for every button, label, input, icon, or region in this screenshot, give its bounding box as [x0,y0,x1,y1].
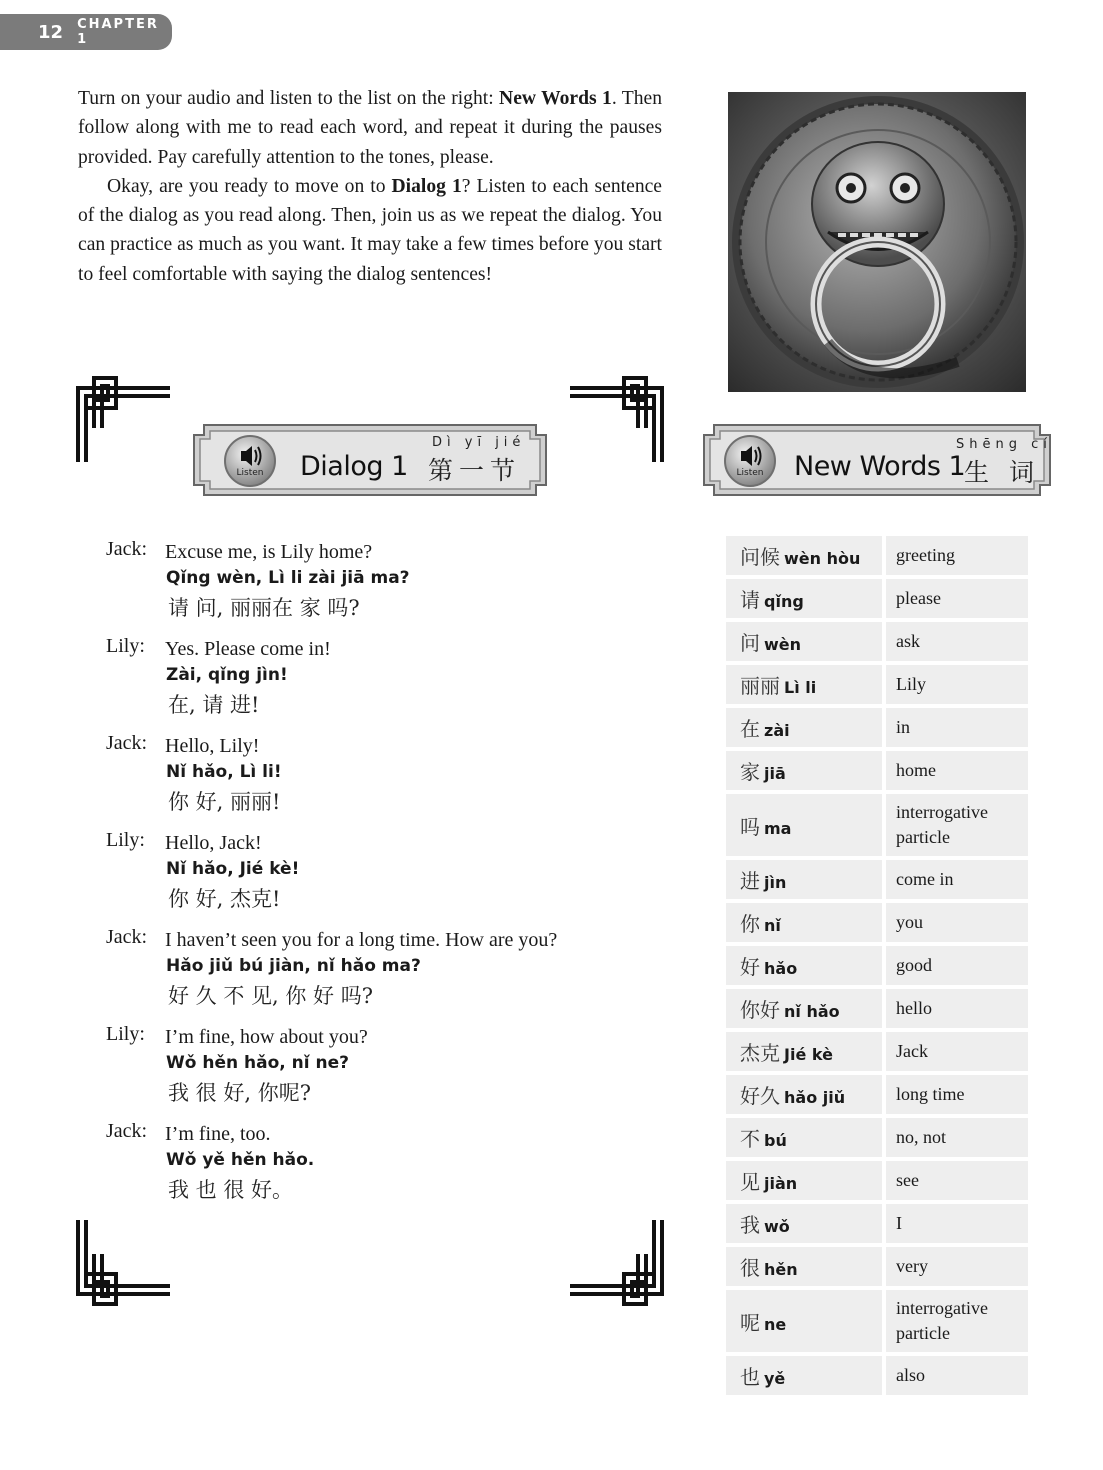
english-line: Hello, Lily! [165,735,260,757]
new-words-banner [702,423,1052,497]
dialog-turn [106,732,666,820]
door-knocker-photo [728,92,1026,392]
vocab-word: 问候 wèn hòu [726,536,886,575]
pinyin-line: Wǒ hěn hǎo, nǐ ne? [166,1053,349,1073]
listen-label: Listen [736,468,764,478]
english-line: Yes. Please come in! [165,638,331,660]
hanzi-line: 我 也 很 好。 [168,1178,294,1202]
vocab-row [726,536,1028,575]
vocab-meaning: interrogative particle [886,1290,1028,1352]
dialog-turn [106,538,666,626]
vocab-meaning: Jack [886,1032,1028,1071]
vocab-row [726,579,1028,618]
vocabulary-table [726,532,1028,1399]
vocab-meaning: in [886,708,1028,747]
new-words-listen-button[interactable] [724,435,776,487]
speaker-name: Jack: [106,538,148,560]
vocab-row [726,1032,1028,1071]
intro-text [78,84,662,289]
dialog-turn [106,829,666,917]
vocab-row [726,1118,1028,1157]
english-line: I’m fine, too. [165,1123,271,1145]
pinyin-line: Zài, qǐng jìn! [166,665,288,685]
vocab-word: 也 yě [726,1356,886,1395]
hanzi-line: 你 好, 丽丽! [168,790,281,814]
hanzi-line: 在, 请 进! [168,693,260,717]
new-words-title-pinyin: Shēng cí [956,437,1052,452]
chapter-label: CHAPTER 1 [77,17,159,47]
vocab-meaning: I [886,1204,1028,1243]
vocab-word: 很 hěn [726,1247,886,1286]
vocab-word: 不 bú [726,1118,886,1157]
english-line: I haven’t seen you for a long time. How are you? [165,929,558,951]
intro-paragraph-2: Okay, are you ready to move on to Dialog 1? Listen to each sentence of the dialog as you read along. Then, join us as we repeat the dialog. You can practice as much as you want. It may take a few times before you start to feel comfortable with saying the dialog sentences! [78,175,663,285]
corner-ornament-bottom-left [76,1218,172,1314]
chapter-tab [0,14,172,50]
hanzi-line: 好 久 不 见, 你 好 吗? [168,984,373,1008]
vocab-word: 你好 nǐ hǎo [726,989,886,1028]
vocab-word: 问 wèn [726,622,886,661]
vocab-meaning: long time [886,1075,1028,1114]
vocab-meaning: home [886,751,1028,790]
hanzi-line: 你 好, 杰克! [168,887,281,911]
dialog-title: Dialog 1 [300,451,408,482]
listen-label: Listen [236,468,264,478]
vocab-word: 杰克 Jié kè [726,1032,886,1071]
vocab-meaning: come in [886,860,1028,899]
dialog-title-hanzi: 第一节 [428,456,522,485]
vocab-row [726,1247,1028,1286]
vocab-row [726,903,1028,942]
vocab-meaning: greeting [886,536,1028,575]
dialog-turn [106,926,666,1014]
vocab-word: 好 hǎo [726,946,886,985]
vocab-meaning: interrogative particle [886,794,1028,856]
speaker-name: Jack: [106,926,148,948]
vocab-word: 进 jìn [726,860,886,899]
pinyin-line: Wǒ yě hěn hǎo. [166,1150,315,1170]
speaker-name: Lily: [106,1023,145,1045]
dialog-turn [106,1023,666,1111]
pinyin-line: Hǎo jiǔ bú jiàn, nǐ hǎo ma? [166,956,421,976]
speaker-name: Jack: [106,732,148,754]
vocab-row [726,1075,1028,1114]
vocab-row [726,1161,1028,1200]
vocab-meaning: please [886,579,1028,618]
vocab-row [726,1356,1028,1395]
new-words-title: New Words 1 [794,451,966,482]
corner-ornament-top-right [568,368,664,464]
vocab-row [726,946,1028,985]
page-number: 12 [38,21,64,43]
new-words-title-hanzi: 生 词 [964,458,1040,487]
corner-ornament-top-left [76,368,172,464]
vocab-meaning: see [886,1161,1028,1200]
vocab-word: 吗 ma [726,794,886,856]
hanzi-line: 我 很 好, 你呢? [168,1081,311,1105]
vocab-meaning: good [886,946,1028,985]
vocab-row [726,708,1028,747]
speaker-name: Lily: [106,635,145,657]
english-line: I’m fine, how about you? [165,1026,368,1048]
vocab-row [726,1290,1028,1352]
vocab-meaning: very [886,1247,1028,1286]
hanzi-line: 请 问, 丽丽在 家 吗? [168,596,360,620]
pinyin-line: Qǐng wèn, Lì li zài jiā ma? [166,568,410,588]
vocab-meaning: Lily [886,665,1028,704]
vocab-row [726,860,1028,899]
corner-ornament-bottom-right [568,1218,664,1314]
speaker-name: Jack: [106,1120,148,1142]
intro-paragraph-1: Turn on your audio and listen to the list on the right: New Words 1. Then follow along with me to read each word, and repeat it during the pauses provided. Pay carefully attention to the tones, please. [78,88,663,168]
vocab-meaning: ask [886,622,1028,661]
vocab-meaning: you [886,903,1028,942]
english-line: Excuse me, is Lily home? [165,541,373,563]
dialog-lines [106,538,666,1217]
dialog-turn [106,1120,666,1208]
pinyin-line: Nǐ hǎo, Lì li! [166,762,282,782]
vocab-word: 我 wǒ [726,1204,886,1243]
vocab-row [726,665,1028,704]
vocab-row [726,989,1028,1028]
vocab-word: 丽丽 Lì li [726,665,886,704]
vocab-word: 见 jiàn [726,1161,886,1200]
vocab-word: 在 zài [726,708,886,747]
vocab-word: 你 nǐ [726,903,886,942]
vocab-row [726,1204,1028,1243]
vocab-row [726,622,1028,661]
vocab-word: 家 jiā [726,751,886,790]
pinyin-line: Nǐ hǎo, Jié kè! [166,859,300,879]
english-line: Hello, Jack! [165,832,262,854]
dialog-turn [106,635,666,723]
vocab-word: 好久 hǎo jiǔ [726,1075,886,1114]
dialog-banner [192,423,548,497]
vocab-row [726,751,1028,790]
dialog-listen-button[interactable] [224,435,276,487]
vocab-word: 呢 ne [726,1290,886,1352]
vocab-meaning: hello [886,989,1028,1028]
speaker-name: Lily: [106,829,145,851]
vocab-meaning: also [886,1356,1028,1395]
dialog-title-pinyin: Dì yī jié [432,435,526,450]
vocab-row [726,794,1028,856]
vocab-meaning: no, not [886,1118,1028,1157]
vocab-word: 请 qǐng [726,579,886,618]
